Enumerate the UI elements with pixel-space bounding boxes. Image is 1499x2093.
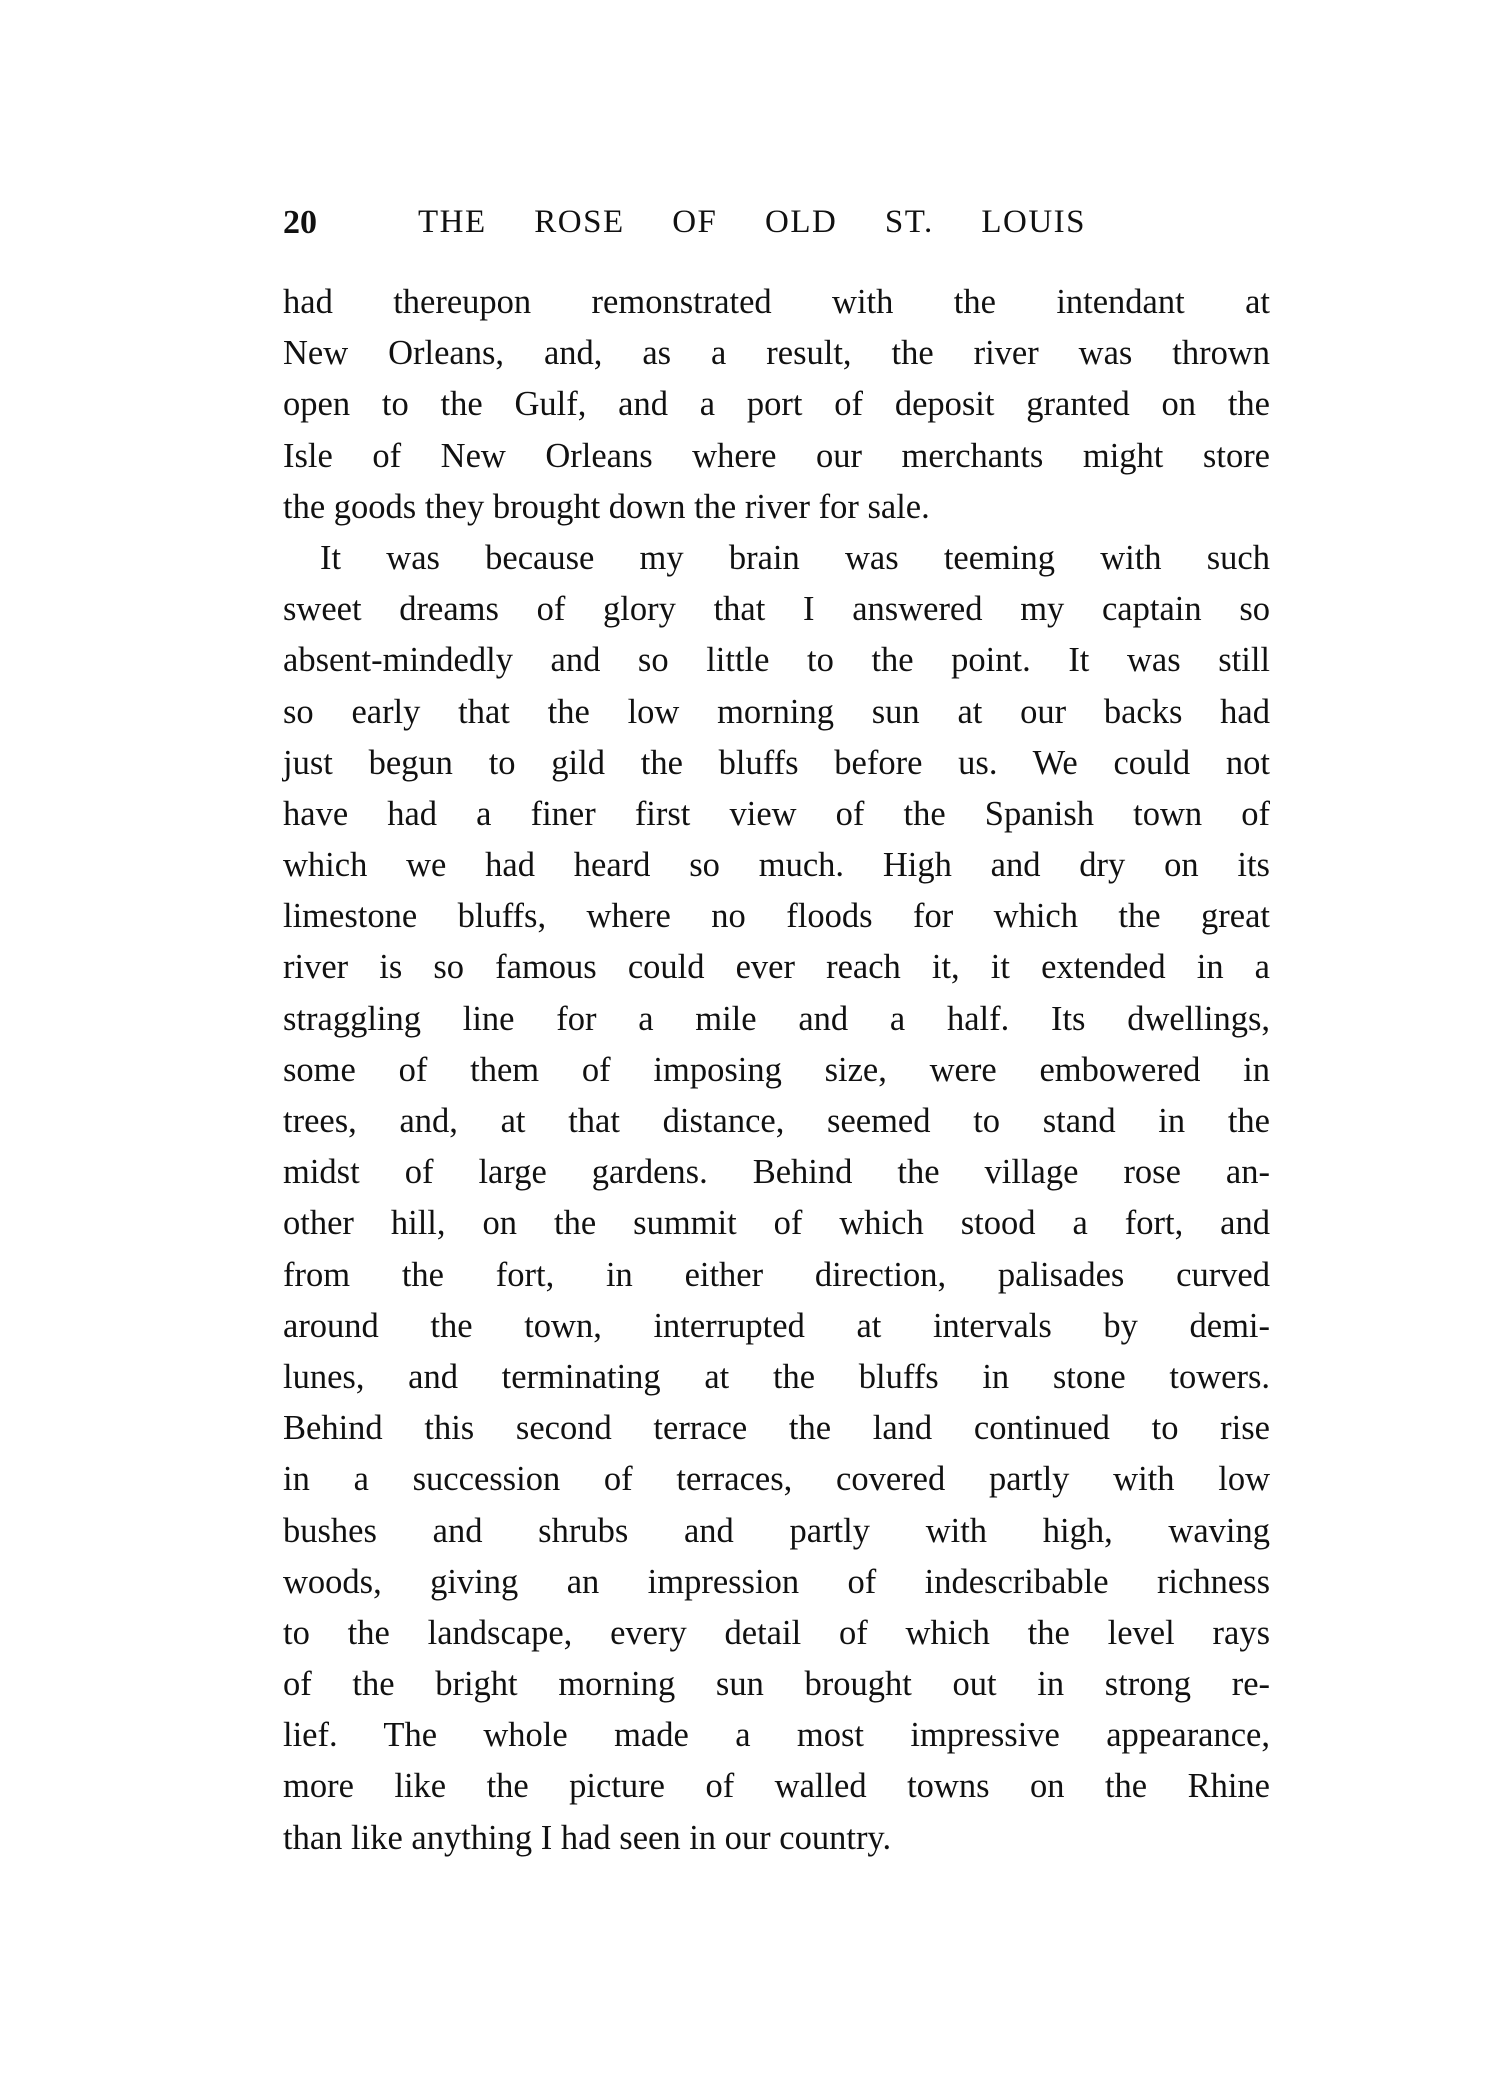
text-line: from the fort, in either direction, palisades curved bbox=[283, 1255, 1270, 1294]
text-line: so early that the low morning sun at our backs had bbox=[283, 692, 1270, 731]
text-line: limestone bluffs, where no floods for which the great bbox=[283, 897, 1270, 936]
text-line: than like anything I had seen in our country. bbox=[283, 1818, 892, 1857]
text-line: trees, and, at that distance, seemed to stand in the bbox=[283, 1102, 1270, 1140]
text-line: had thereupon remonstrated with the intendant at bbox=[283, 283, 1270, 321]
text-line: of the bright morning sun brought out in strong re- bbox=[283, 1665, 1270, 1704]
text-line: river is so famous could ever reach it, it extended in a bbox=[283, 948, 1270, 987]
text-line: absent-mindedly and so little to the point. It was still bbox=[283, 641, 1270, 680]
text-line: some of them of imposing size, were embowered in bbox=[283, 1050, 1270, 1089]
text-line: straggling line for a mile and a half. Its dwellings, bbox=[283, 999, 1270, 1038]
text-line: Isle of New Orleans where our merchants might store bbox=[283, 436, 1270, 475]
text-line: bushes and shrubs and partly with high, waving bbox=[283, 1511, 1270, 1550]
text-line: the goods they brought down the river for sale. bbox=[283, 487, 930, 526]
text-line: around the town, interrupted at intervals by demi- bbox=[283, 1306, 1270, 1345]
text-line: just begun to gild the bluffs before us. We could not bbox=[283, 743, 1270, 782]
page-number: 20 bbox=[283, 204, 317, 241]
text-line: woods, giving an impression of indescribable richness bbox=[283, 1562, 1270, 1601]
text-line: lief. The whole made a most impressive appearance, bbox=[283, 1716, 1270, 1755]
text-line: midst of large gardens. Behind the village rose an- bbox=[283, 1153, 1270, 1192]
text-line: to the landscape, every detail of which the level rays bbox=[283, 1613, 1270, 1652]
text-line: more like the picture of walled towns on the Rhine bbox=[283, 1767, 1270, 1806]
text-line: lunes, and terminating at the bluffs in stone towers. bbox=[283, 1357, 1270, 1396]
body-text bbox=[283, 277, 1270, 1864]
text-line: open to the Gulf, and a port of deposit granted on the bbox=[283, 385, 1270, 424]
text-line: which we had heard so much. High and dry on its bbox=[283, 846, 1270, 885]
text-line: It was because my brain was teeming with such bbox=[320, 538, 1270, 577]
text-line: in a succession of terraces, covered partly with low bbox=[283, 1460, 1270, 1499]
text-line: sweet dreams of glory that I answered my captain so bbox=[283, 590, 1270, 629]
text-line: other hill, on the summit of which stood a fort, and bbox=[283, 1204, 1270, 1243]
text-line: Behind this second terrace the land continued to rise bbox=[283, 1409, 1270, 1448]
text-line: New Orleans, and, as a result, the river was thrown bbox=[283, 334, 1270, 373]
running-title: THE ROSE OF OLD ST. LOUIS bbox=[418, 204, 1086, 240]
paragraph bbox=[283, 277, 1270, 533]
paragraph bbox=[283, 533, 1270, 1864]
text-line: have had a finer first view of the Spanish town of bbox=[283, 794, 1270, 833]
